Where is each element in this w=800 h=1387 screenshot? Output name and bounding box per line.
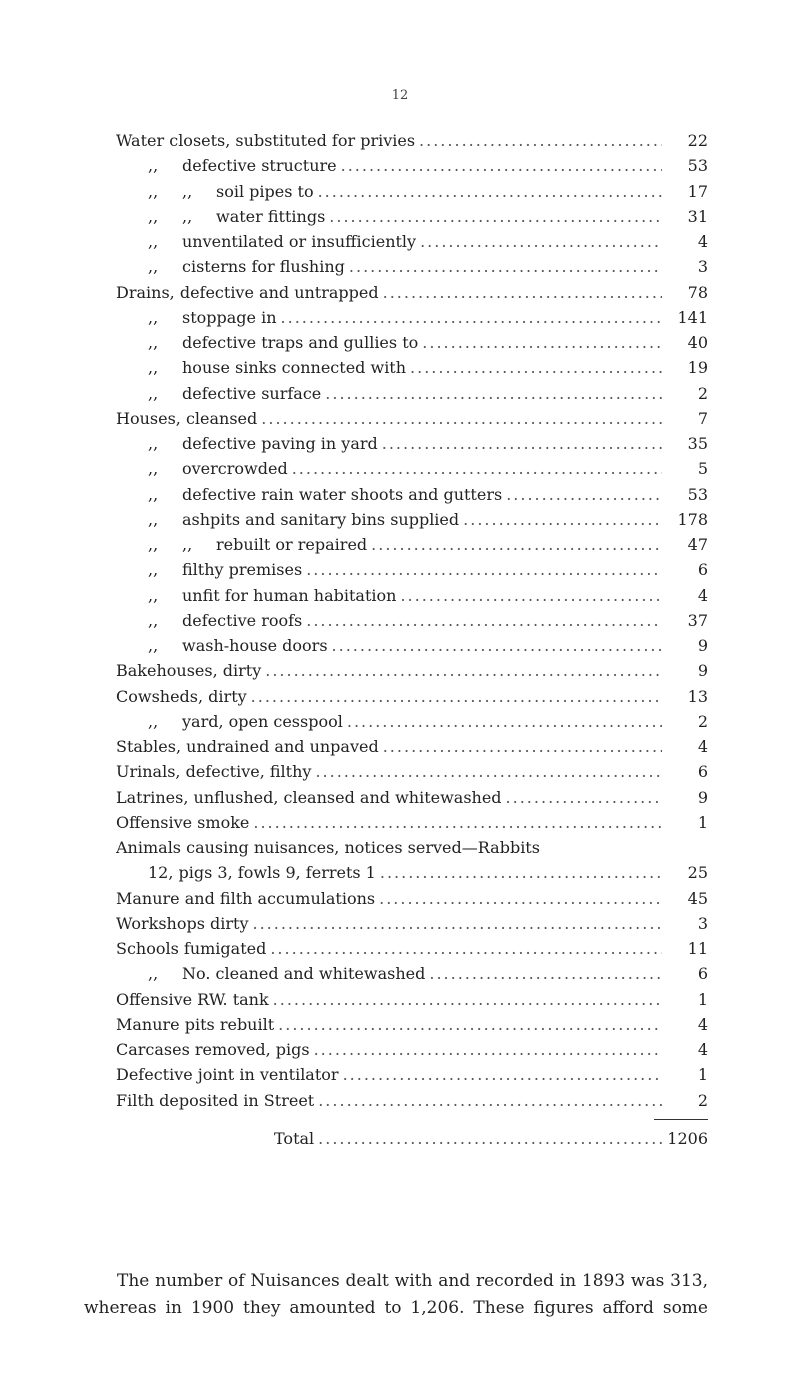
ditto-mark: ,, — [148, 232, 159, 251]
row-label — [116, 128, 415, 153]
row-label — [116, 507, 459, 532]
ditto-mark: ,, — [182, 535, 193, 554]
row-label — [116, 254, 345, 279]
row-label — [116, 456, 288, 481]
table-row — [116, 987, 708, 1012]
table-row — [116, 860, 708, 885]
row-value: 5 — [697, 459, 708, 479]
row-label — [116, 179, 314, 204]
table-row — [116, 759, 708, 784]
table-row — [116, 128, 708, 153]
row-label — [116, 229, 416, 254]
row-value: 6 — [697, 560, 708, 580]
row-value: 9 — [697, 636, 708, 655]
row-text: Filth deposited in Street — [116, 1090, 315, 1110]
row-text: rebuilt or repaired — [216, 535, 368, 554]
ditto-mark: ,, — [148, 535, 159, 554]
row-value: 4 — [697, 1040, 708, 1059]
row-value: 25 — [687, 863, 708, 883]
row-value: 9 — [697, 661, 708, 681]
leader-dots — [318, 179, 662, 204]
row-label — [116, 936, 266, 961]
row-label — [116, 709, 343, 734]
leader-dots — [329, 204, 662, 229]
row-text: stoppage in — [182, 307, 277, 327]
row-text: Animals causing nuisances, notices served—Rabbits — [116, 838, 540, 857]
row-label — [116, 1037, 310, 1062]
table-row — [116, 785, 708, 810]
row-text: filthy premises — [182, 560, 303, 580]
leader-dots — [382, 431, 662, 456]
table-row — [116, 406, 708, 431]
row-value: 13 — [687, 686, 708, 706]
row-label — [116, 204, 325, 229]
row-text: Manure and filth accumulations — [116, 888, 376, 908]
leader-dots — [251, 684, 662, 709]
leader-dots — [315, 759, 662, 784]
row-value: 1 — [697, 812, 708, 832]
row-text: Defective joint in ventilator — [116, 1065, 339, 1085]
ditto-mark: ,, — [148, 383, 159, 403]
table-row — [116, 835, 708, 860]
paragraph-line-2: whereas in 1900 they amounted to 1,206. These figures afford some — [84, 1298, 708, 1318]
row-value: 22 — [687, 131, 708, 150]
table-row — [116, 456, 708, 481]
ditto-mark: ,, — [148, 333, 159, 352]
ditto-mark: ,, — [148, 181, 159, 201]
table-row — [116, 482, 708, 507]
leader-dots — [270, 936, 662, 961]
leader-dots — [292, 456, 662, 481]
row-text: unventilated or insufficiently — [182, 232, 417, 251]
table-row — [116, 330, 708, 355]
row-text: cisterns for flushing — [182, 257, 345, 277]
row-value: 6 — [697, 762, 708, 782]
row-label — [116, 431, 378, 456]
leader-dots — [281, 305, 662, 330]
row-text: Manure pits rebuilt — [116, 1014, 275, 1034]
row-value: 6 — [697, 964, 708, 984]
row-label — [116, 860, 376, 885]
row-text: Drains, defective and untrapped — [116, 282, 379, 302]
leader-dots — [253, 911, 663, 936]
row-label — [116, 557, 302, 582]
leader-dots — [261, 406, 662, 431]
table-row — [116, 305, 708, 330]
row-value: 47 — [687, 535, 708, 554]
leader-dots — [422, 330, 662, 355]
ditto-mark: ,, — [148, 358, 159, 378]
leader-dots — [306, 557, 662, 582]
row-text: defective roofs — [182, 610, 303, 630]
row-text: defective structure — [182, 156, 337, 176]
ditto-mark: ,, — [148, 156, 159, 176]
row-text: No. cleaned and whitewashed — [182, 964, 426, 984]
row-value: 78 — [687, 282, 708, 302]
row-label — [116, 1062, 339, 1087]
page-number: 12 — [391, 88, 409, 103]
row-text: Bakehouses, dirty — [116, 661, 262, 681]
row-label — [116, 482, 502, 507]
row-label — [116, 608, 302, 633]
row-text: Urinals, defective, filthy — [116, 762, 312, 782]
table-row — [116, 1037, 708, 1062]
leader-dots — [419, 128, 662, 153]
row-label — [116, 1012, 274, 1037]
leader-dots — [265, 658, 662, 683]
total-label: Total — [274, 1128, 315, 1148]
row-value: 53 — [687, 156, 708, 176]
row-label — [116, 280, 379, 305]
leader-dots — [347, 709, 662, 734]
ditto-mark: ,, — [148, 711, 159, 731]
leader-dots — [253, 810, 662, 835]
row-text: water fittings — [216, 206, 326, 226]
ditto-mark: ,, — [182, 181, 193, 201]
row-value: 178 — [677, 509, 708, 529]
row-text: Carcases removed, pigs — [116, 1040, 310, 1059]
row-label — [116, 810, 249, 835]
row-text: Offensive RW. tank — [116, 989, 269, 1009]
row-label — [116, 583, 396, 608]
table-row — [116, 153, 708, 178]
leader-dots — [343, 1062, 662, 1087]
row-value: 35 — [687, 434, 708, 453]
row-label — [116, 785, 502, 810]
row-value: 3 — [697, 257, 708, 277]
row-value: 1 — [697, 1065, 708, 1085]
row-text: defective surface — [182, 383, 322, 403]
row-label — [116, 153, 337, 178]
row-value: 37 — [687, 610, 708, 630]
row-text: Stables, undrained and unpaved — [116, 737, 379, 756]
row-value: 11 — [687, 939, 708, 958]
row-value: 2 — [697, 383, 708, 403]
row-label — [116, 835, 540, 860]
leader-dots — [400, 583, 662, 608]
row-text: overcrowded — [182, 459, 288, 479]
table-row — [116, 961, 708, 986]
paragraph-line-1: The number of Nuisances dealt with and recorded in 1893 was 313, — [117, 1271, 708, 1291]
table-row — [116, 734, 708, 759]
row-text: Houses, cleansed — [116, 408, 258, 428]
row-text: Workshops dirty — [116, 913, 249, 933]
leader-dots — [380, 860, 662, 885]
ditto-mark: ,, — [148, 484, 159, 504]
leader-dots — [349, 254, 662, 279]
table-row — [116, 355, 708, 380]
leader-dots — [306, 608, 662, 633]
leader-dots — [314, 1037, 662, 1062]
table-row — [116, 936, 708, 961]
row-value: 3 — [697, 913, 708, 933]
table-row — [116, 709, 708, 734]
table-row — [116, 254, 708, 279]
leader-dots — [318, 1088, 662, 1113]
leader-dots — [325, 381, 662, 406]
row-text: Water closets, substituted for privies — [116, 131, 416, 150]
ditto-mark: ,, — [148, 610, 159, 630]
ditto-mark: ,, — [148, 257, 159, 277]
table-row — [116, 381, 708, 406]
row-value: 2 — [697, 711, 708, 731]
row-text: yard, open cesspool — [182, 711, 343, 731]
row-label — [116, 305, 277, 330]
row-text: defective traps and gullies to — [182, 333, 419, 352]
ditto-mark: ,, — [148, 206, 159, 226]
row-value: 19 — [687, 358, 708, 378]
row-text: soil pipes to — [216, 181, 314, 201]
row-label — [116, 406, 257, 431]
table-row — [116, 886, 708, 911]
ditto-mark: ,, — [182, 206, 193, 226]
total-row — [116, 1126, 708, 1151]
leader-dots — [379, 886, 662, 911]
table-row — [116, 1012, 708, 1037]
leader-dots — [332, 633, 662, 658]
row-text: house sinks connected with — [182, 358, 407, 378]
leader-dots — [341, 153, 662, 178]
leader-dots — [278, 1012, 662, 1037]
ditto-mark: ,, — [148, 307, 159, 327]
row-label — [116, 684, 247, 709]
row-label — [116, 759, 311, 784]
row-value: 31 — [687, 206, 708, 226]
ditto-mark: ,, — [148, 964, 159, 984]
row-value: 9 — [697, 787, 708, 807]
total-value: 1206 — [667, 1128, 708, 1148]
leader-dots — [463, 507, 662, 532]
leader-dots — [506, 482, 662, 507]
table-row — [116, 608, 708, 633]
table-row — [116, 583, 708, 608]
row-text: 12, pigs 3, fowls 9, ferrets 1 — [148, 863, 376, 883]
row-label — [116, 330, 418, 355]
table-row — [116, 810, 708, 835]
row-label — [116, 658, 261, 683]
row-text: ashpits and sanitary bins supplied — [182, 509, 460, 529]
leader-dots — [371, 532, 662, 557]
row-value: 7 — [697, 408, 708, 428]
table-row — [116, 1062, 708, 1087]
row-value: 40 — [687, 333, 708, 352]
table-row — [116, 557, 708, 582]
row-text: defective rain water shoots and gutters — [182, 484, 503, 504]
table-row — [116, 532, 708, 557]
row-text: wash-house doors — [182, 636, 328, 655]
row-label — [116, 886, 375, 911]
row-text: unfit for human habitation — [182, 585, 397, 605]
leader-dots — [410, 355, 662, 380]
row-value: 2 — [697, 1090, 708, 1110]
leader-dots — [273, 987, 662, 1012]
row-value: 141 — [677, 307, 708, 327]
row-label — [116, 1088, 314, 1113]
total-rule — [654, 1119, 708, 1120]
row-label — [116, 961, 425, 986]
row-label — [116, 532, 367, 557]
ditto-mark: ,, — [148, 509, 159, 529]
ditto-mark: ,, — [148, 636, 159, 655]
table-row — [116, 658, 708, 683]
row-value: 4 — [697, 737, 708, 756]
summary-paragraph — [84, 1268, 708, 1322]
table-row — [116, 431, 708, 456]
leader-dots — [383, 280, 662, 305]
table-row — [116, 204, 708, 229]
table-row — [116, 684, 708, 709]
table-row — [116, 507, 708, 532]
row-text: Offensive smoke — [116, 812, 250, 832]
table-row — [116, 179, 708, 204]
row-value: 53 — [687, 484, 708, 504]
leader-dots — [429, 961, 662, 986]
row-label — [116, 987, 269, 1012]
row-text: Cowsheds, dirty — [116, 686, 247, 706]
row-label — [116, 734, 379, 759]
row-label — [116, 911, 249, 936]
table-row — [116, 280, 708, 305]
table-row — [116, 1088, 708, 1113]
row-label — [116, 381, 321, 406]
ditto-mark: ,, — [148, 434, 159, 453]
row-value: 1 — [697, 989, 708, 1009]
row-value: 4 — [697, 232, 708, 251]
leader-dots — [318, 1126, 662, 1151]
row-text: Schools fumigated — [116, 939, 267, 958]
leader-dots — [420, 229, 662, 254]
row-value: 4 — [697, 585, 708, 605]
row-text: Latrines, unflushed, cleansed and whitewashed — [116, 787, 502, 807]
table-row — [116, 911, 708, 936]
row-value: 17 — [687, 181, 708, 201]
table-row — [116, 633, 708, 658]
ditto-mark: ,, — [148, 459, 159, 479]
row-value: 4 — [697, 1014, 708, 1034]
ditto-mark: ,, — [148, 560, 159, 580]
leader-dots — [383, 734, 662, 759]
row-value: 45 — [687, 888, 708, 908]
row-label — [116, 355, 406, 380]
nuisances-table — [116, 128, 708, 1151]
leader-dots — [506, 785, 662, 810]
row-label — [116, 633, 328, 658]
table-row — [116, 229, 708, 254]
row-text: defective paving in yard — [182, 434, 378, 453]
ditto-mark: ,, — [148, 585, 159, 605]
